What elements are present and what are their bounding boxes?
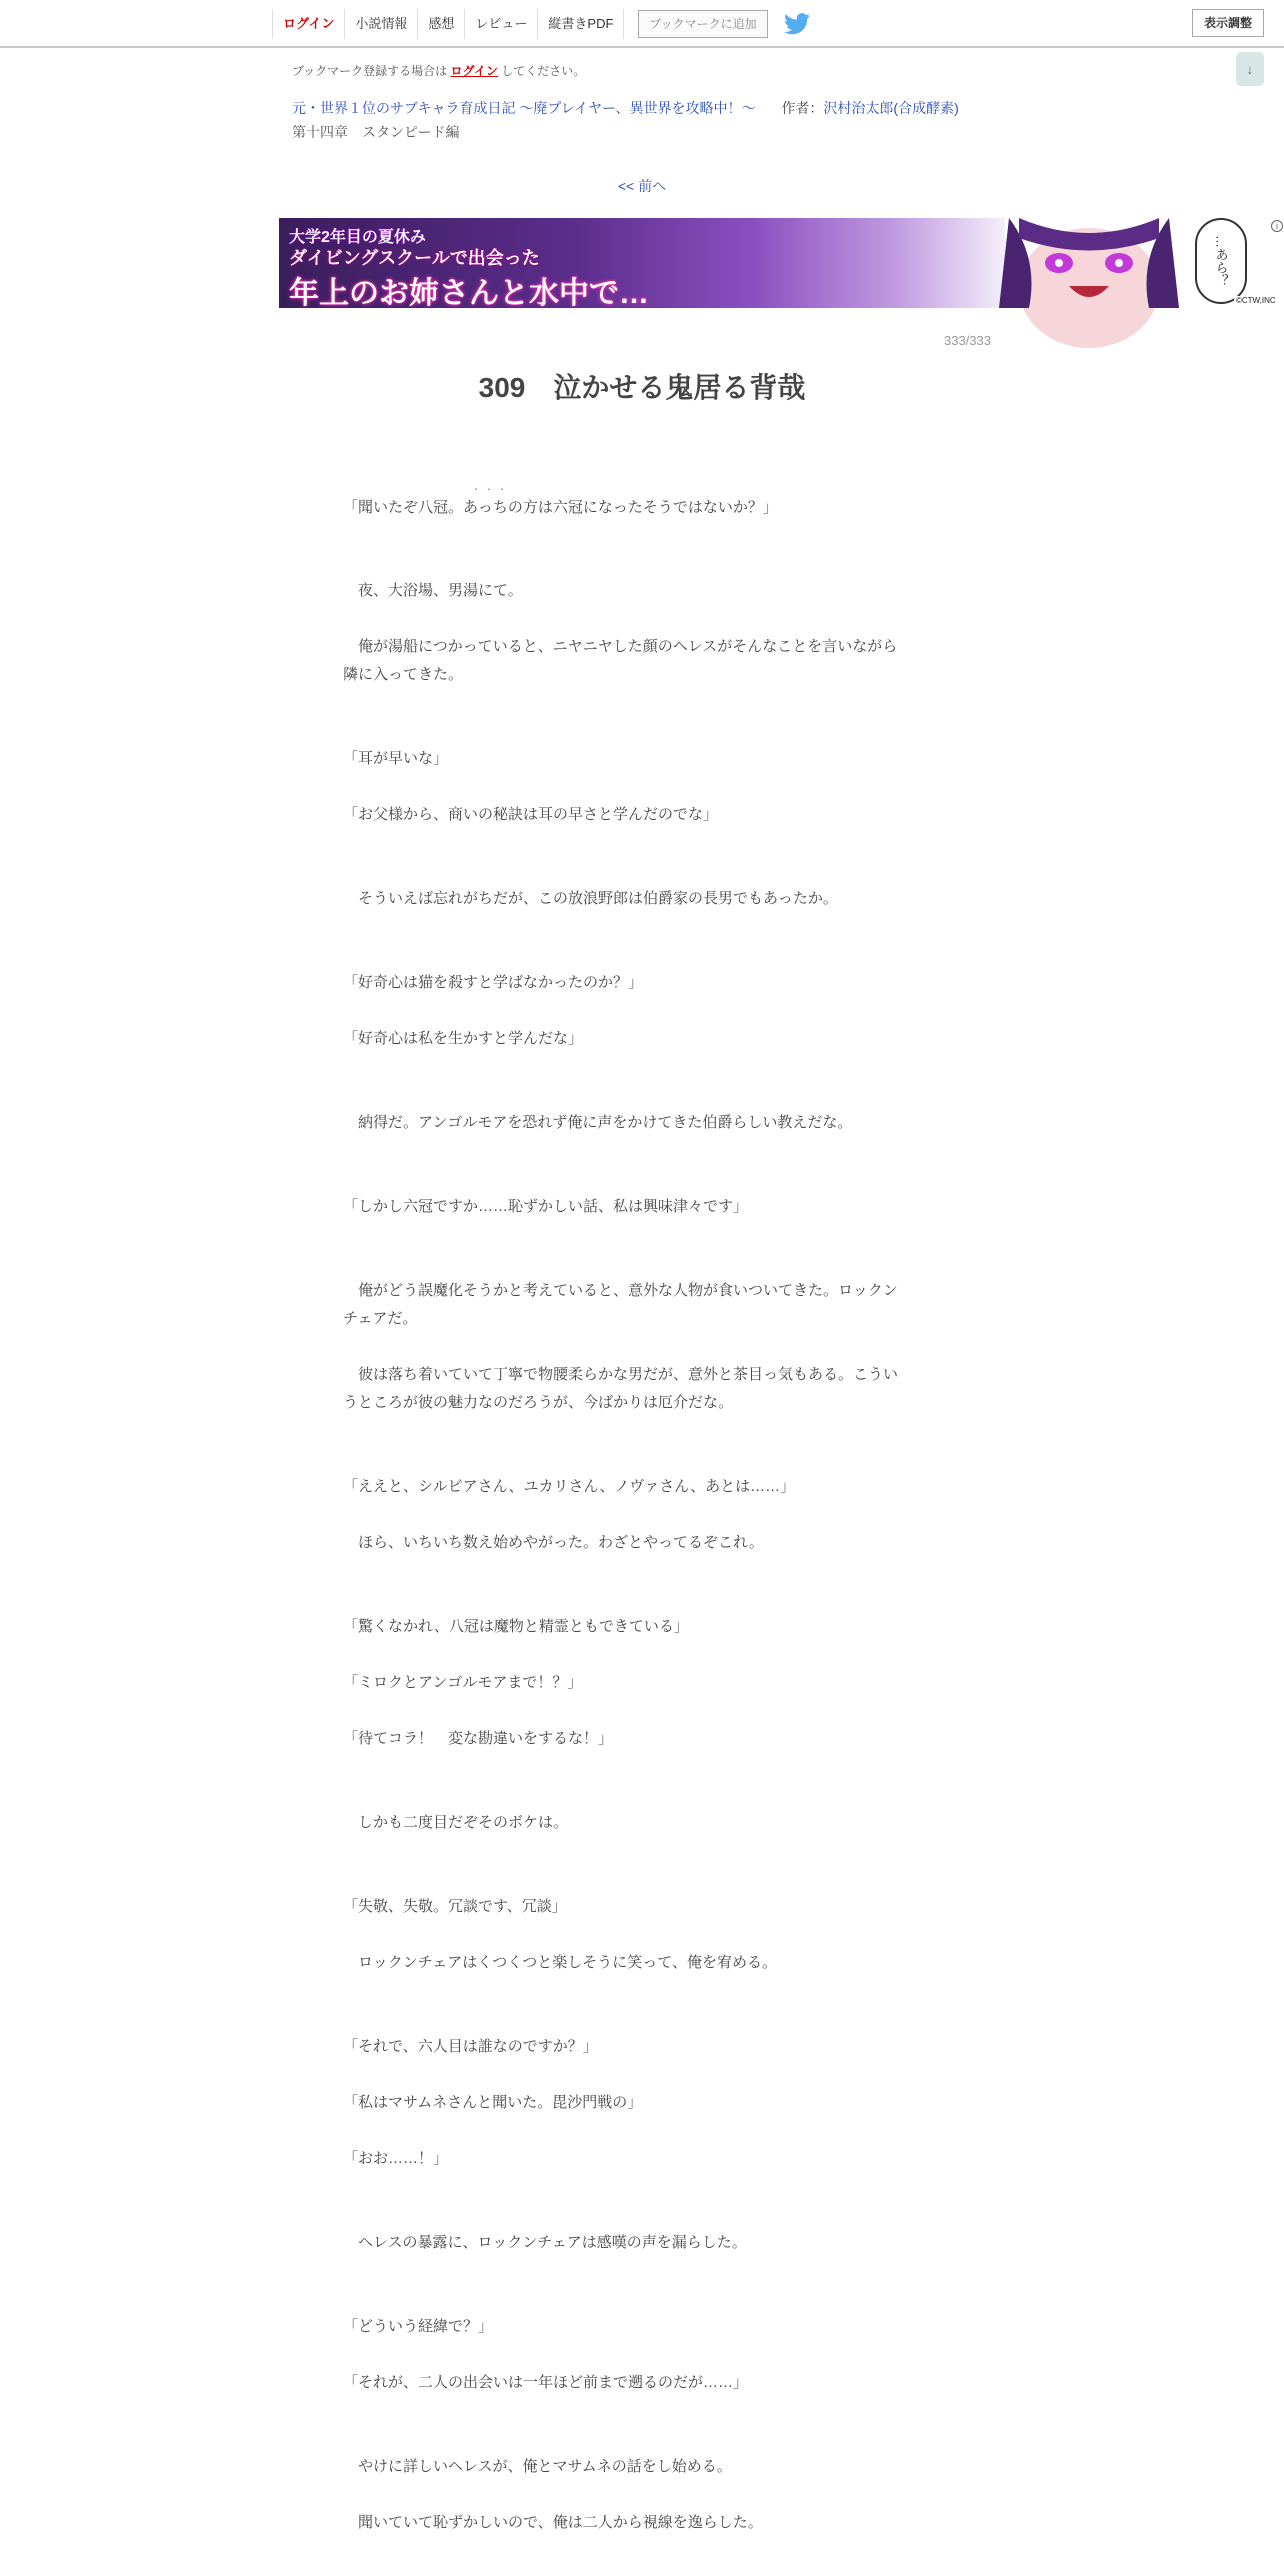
notice-text-before: ブックマーク登録する場合は	[292, 64, 448, 78]
novel-title-link[interactable]: 元・世界１位のサブキャラ育成日記 ～廃プレイヤー、異世界を攻略中！～	[292, 100, 756, 116]
body-line: うところが彼の魅力なのだろうが、今ばかりは厄介だな。	[343, 1394, 734, 1411]
nav-login-link[interactable]: ログイン	[272, 9, 344, 39]
body-line: 「聞いたぞ八冠。あっちの方は六冠になったそうではないか？」	[343, 499, 778, 516]
nav-vertical-pdf-link[interactable]: 縦書きPDF	[537, 9, 624, 39]
body-line: ロックンチェアはくつくつと楽しそうに笑って、俺を宥める。	[343, 1954, 777, 1971]
body-line: 「待てコラ！ 変な勘違いをするな！」	[343, 1730, 614, 1747]
author-link[interactable]: 沢村治太郎(合成酵素)	[823, 100, 959, 116]
body-line: ほら、いちいち数え始めやがった。わざとやってるぞこれ。	[343, 1534, 764, 1551]
nav-impressions-link[interactable]: 感想	[417, 9, 464, 39]
prev-link-text[interactable]: << 前へ	[617, 178, 667, 194]
body-line: 「お父様から、商いの秘訣は耳の早さと学んだのでな」	[343, 806, 719, 823]
nav-novel-info-link[interactable]: 小説情報	[344, 9, 417, 39]
ad-line-2: ダイビングスクールで出会った	[289, 248, 540, 268]
body-line: 「しかし六冠ですか……恥ずかしい話、私は興味津々です」	[343, 1198, 749, 1215]
body-line: 俺が湯船につかっていると、ニヤニヤした顔のヘレスがそんなことを言いながら	[343, 638, 898, 655]
ad-speech-bubble: …あら？	[1195, 218, 1247, 304]
body-line: チェアだ。	[343, 1310, 418, 1327]
body-line: 隣に入ってきた。	[343, 666, 464, 683]
notice-login-link[interactable]: ログイン	[450, 64, 498, 78]
body-line: 夜、大浴場、男湯にて。	[343, 582, 523, 599]
body-line: 「驚くなかれ、八冠は魔物と精霊ともできている」	[343, 1618, 689, 1635]
episode-title: 309 泣かせる鬼居る背哉	[478, 372, 806, 403]
body-line: 「私はマサムネさんと聞いた。毘沙門戦の」	[343, 2094, 643, 2111]
scroll-down-button[interactable]: ↓	[1236, 52, 1264, 86]
body-line: 「ええと、シルビアさん、ユカリさん、ノヴァさん、あとは……」	[343, 1478, 796, 1495]
nav-review-link[interactable]: レビュー	[464, 9, 537, 39]
body-line: 「それで、六人目は誰なのですか？」	[343, 2038, 598, 2055]
body-line: やけに詳しいヘレスが、俺とマサムネの話をし始める。	[343, 2458, 732, 2475]
body-line: 「好奇心は猫を殺すと学ばなかったのか？」	[343, 974, 644, 991]
body-line: 納得だ。アンゴルモアを恐れず俺に声をかけてきた伯爵らしい教えだな。	[343, 1114, 853, 1131]
body-line: 「好奇心は私を生かすと学んだな」	[343, 1030, 584, 1047]
episode-counter: 333/333	[944, 333, 991, 348]
body-line: 「ミロクとアンゴルモアまで！？」	[343, 1674, 583, 1691]
body-line: そういえば忘れがちだが、この放浪野郎は伯爵家の長男でもあったか。	[343, 890, 838, 907]
body-line: 「おお……！」	[343, 2150, 449, 2167]
body-line: 俺がどう誤魔化そうかと考えていると、意外な人物が食いついてきた。ロックン	[343, 1282, 898, 1299]
body-line: 彼は落ち着いていて丁寧で物腰柔らかな男だが、意外と茶目っ気もある。こうい	[343, 1366, 899, 1383]
body-line: ヘレスの暴露に、ロックンチェアは感嘆の声を漏らした。	[343, 2234, 747, 2251]
ad-line-1: 大学2年目の夏休み	[289, 229, 426, 246]
body-line: 「それが、二人の出会いは一年ほど前まで遡るのだが……」	[343, 2374, 749, 2391]
ad-line-3: 年上のお姉さんと水中で…	[289, 277, 649, 310]
body-line: 「どういう経緯で？」	[343, 2318, 494, 2335]
add-bookmark-button[interactable]: ブックマークに追加	[638, 10, 767, 38]
body-line: 聞いていて恥ずかしいので、俺は二人から視線を逸らした。	[343, 2514, 763, 2531]
chapter-title: 第十四章 スタンピード編	[292, 124, 460, 140]
ad-info-icon[interactable]: i	[1271, 220, 1283, 232]
ruby-emphasis-dots: ・・・	[472, 485, 511, 494]
author-label: 作者：	[781, 100, 824, 116]
notice-text-after: してください。	[501, 64, 586, 78]
body-line: しかも二度目だぞそのボケは。	[343, 1814, 569, 1831]
body-line: 「耳が早いな」	[343, 750, 449, 767]
display-settings-button[interactable]: 表示調整	[1192, 9, 1264, 37]
ad-copyright: ©CTW,INC	[1236, 296, 1276, 305]
body-line: 「失敬、失敬。冗談です、冗談」	[343, 1898, 567, 1915]
